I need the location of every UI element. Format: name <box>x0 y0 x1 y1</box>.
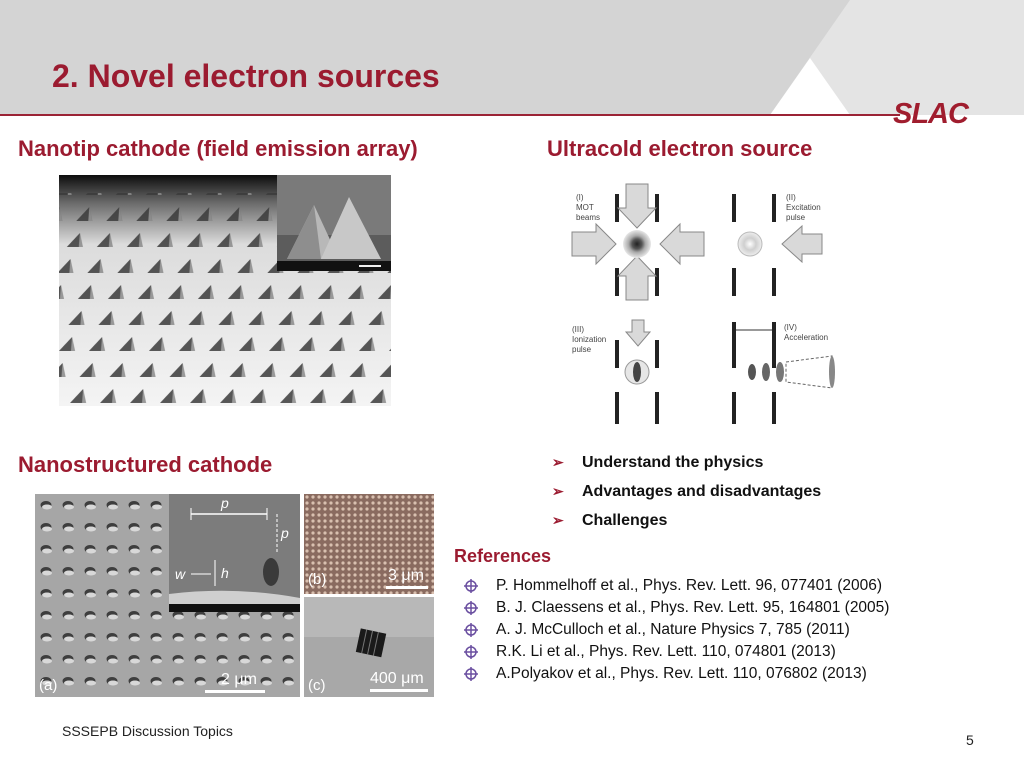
bullet-text: Understand the physics <box>582 453 764 471</box>
scale-c: 400 μm <box>370 670 424 687</box>
crosshair-bullet-icon <box>464 623 478 637</box>
label-p-side: p <box>281 525 289 541</box>
nanostructured-heading: Nanostructured cathode <box>18 452 273 477</box>
sample-overview-graphic <box>304 597 434 697</box>
bullet-item <box>552 477 821 506</box>
stage4-line1: Acceleration <box>784 333 829 342</box>
stage1-line1: MOT <box>576 203 594 212</box>
stage4-roman: (IV) <box>784 323 797 332</box>
nanotip-heading: Nanotip cathode (field emission array) <box>18 136 418 161</box>
crosshair-bullet-icon <box>464 601 478 615</box>
scale-a: 2 μm <box>221 671 257 688</box>
nanostructured-image-c <box>304 597 434 697</box>
footer-text: SSSEPB Discussion Topics <box>62 723 233 739</box>
stage1-roman: (I) <box>576 193 584 202</box>
page-number: 5 <box>966 732 974 748</box>
bullet-item <box>552 506 821 535</box>
nanotip-sem-image <box>59 175 391 406</box>
scale-b: 3 μm <box>388 567 424 584</box>
reference-text: A. J. McCulloch et al., Nature Physics 7, 785 (2011) <box>496 621 850 638</box>
stage3-line1: Ionization <box>572 335 607 344</box>
hole-array-graphic <box>35 494 300 697</box>
stage2-roman: (II) <box>786 193 796 202</box>
stage2-line1: Excitation <box>786 203 821 212</box>
bullet-text: Challenges <box>582 511 668 529</box>
crosshair-bullet-icon <box>464 667 478 681</box>
nanostructured-image-b <box>304 494 434 594</box>
cross-section-inset <box>169 494 300 612</box>
stage3-roman: (III) <box>572 325 584 334</box>
bullet-item <box>552 448 821 477</box>
arrow-bullet-icon: ➢ <box>552 454 564 470</box>
label-h: h <box>221 565 229 581</box>
crosshair-bullet-icon <box>464 645 478 659</box>
reference-item <box>464 641 889 663</box>
nanotip-array-graphic <box>59 175 391 406</box>
ultracold-diagram <box>560 180 850 428</box>
arrow-bullet-icon: ➢ <box>552 512 564 528</box>
reference-item <box>464 619 889 641</box>
reference-item <box>464 597 889 619</box>
stage2-line2: pulse <box>786 213 806 222</box>
nanotip-inset <box>277 175 391 271</box>
bullet-text: Advantages and disadvantages <box>582 482 822 500</box>
nanostructured-image-a <box>35 494 300 697</box>
discussion-bullets <box>552 448 821 535</box>
stage3-line2: pulse <box>572 345 592 354</box>
dot-grid-graphic <box>304 494 434 594</box>
label-w: w <box>175 566 186 582</box>
ultracold-stages-graphic <box>560 180 850 428</box>
stage-ionization <box>615 320 659 424</box>
label-p-top: p <box>221 495 229 511</box>
slide-title: 2. Novel electron sources <box>52 58 440 94</box>
ultracold-heading: Ultracold electron source <box>547 136 813 161</box>
label-a: (a) <box>39 677 58 694</box>
reference-text: A.Polyakov et al., Phys. Rev. Lett. 110, 076802 (2013) <box>496 665 867 682</box>
label-b: (b) <box>308 571 327 588</box>
reference-text: P. Hommelhoff et al., Phys. Rev. Lett. 96, 077401 (2006) <box>496 577 883 594</box>
references-list <box>464 575 889 685</box>
arrow-bullet-icon: ➢ <box>552 483 564 499</box>
header-divider <box>0 114 900 116</box>
reference-text: B. J. Claessens et al., Phys. Rev. Lett. 95, 164801 (2005) <box>496 599 890 616</box>
crosshair-bullet-icon <box>464 579 478 593</box>
reference-text: R.K. Li et al., Phys. Rev. Lett. 110, 074801 (2013) <box>496 643 836 660</box>
stage-mot <box>572 184 704 300</box>
references-heading: References <box>454 546 552 566</box>
label-c: (c) <box>308 677 326 694</box>
stage1-line2: beams <box>576 213 601 222</box>
reference-item <box>464 663 889 685</box>
reference-item <box>464 575 889 597</box>
slac-logo: SLAC <box>893 98 968 130</box>
